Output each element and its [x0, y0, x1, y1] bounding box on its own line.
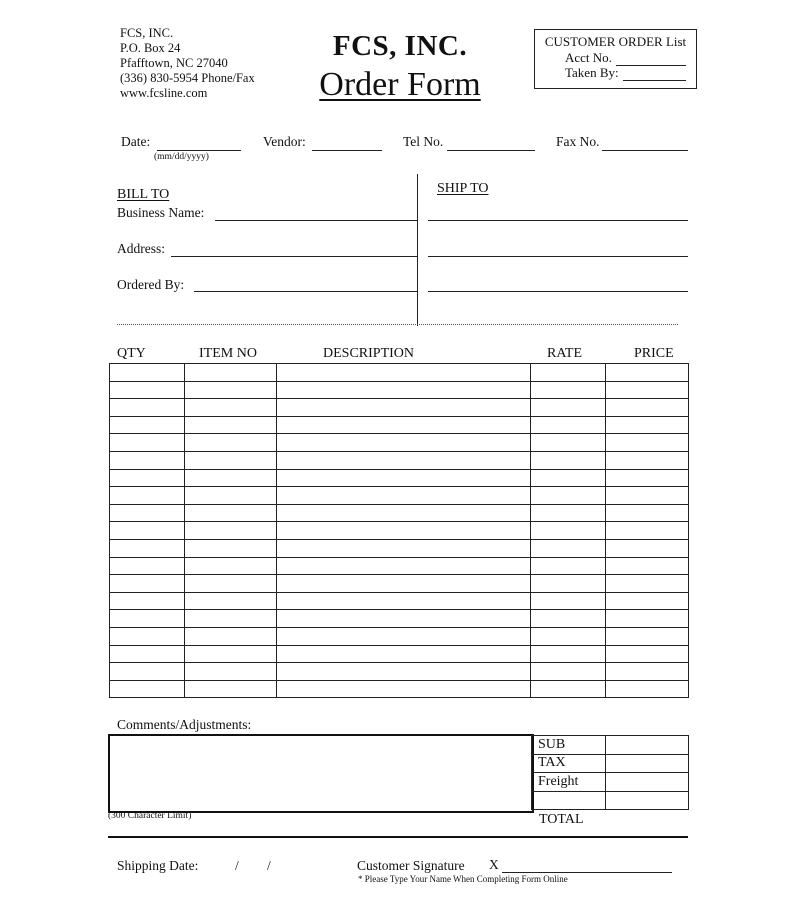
cell-description[interactable]	[277, 645, 531, 663]
cell-item-no[interactable]	[185, 399, 277, 417]
ordered-by-label: Ordered By:	[117, 277, 185, 292]
sub-label: SUB	[532, 736, 606, 755]
tax-label: TAX	[532, 754, 606, 773]
cell-rate[interactable]	[531, 381, 606, 399]
cell-price[interactable]	[606, 680, 689, 698]
table-row	[110, 434, 689, 452]
cell-description[interactable]	[277, 575, 531, 593]
table-row	[110, 539, 689, 557]
cell-item-no[interactable]	[185, 522, 277, 540]
cell-price[interactable]	[606, 610, 689, 628]
fax-label: Fax No.	[556, 134, 600, 149]
cell-rate[interactable]	[531, 487, 606, 505]
address-field[interactable]	[171, 256, 417, 257]
company-po-box: P.O. Box 24	[120, 41, 181, 55]
shipping-date-label: Shipping Date:	[117, 858, 199, 873]
cell-qty[interactable]	[110, 575, 185, 593]
cell-rate[interactable]	[531, 469, 606, 487]
cell-rate[interactable]	[531, 416, 606, 434]
cell-item-no[interactable]	[185, 680, 277, 698]
vendor-field[interactable]	[312, 150, 382, 151]
table-row	[110, 645, 689, 663]
footer-rule	[108, 836, 688, 838]
table-row	[110, 399, 689, 417]
cell-qty[interactable]	[110, 399, 185, 417]
cell-description[interactable]	[277, 381, 531, 399]
cell-qty[interactable]	[110, 451, 185, 469]
company-phone-label: Phone/Fax	[201, 71, 255, 85]
cell-qty[interactable]	[110, 487, 185, 505]
cell-item-no[interactable]	[185, 381, 277, 399]
shipping-date-sep-1: /	[235, 858, 239, 873]
cell-price[interactable]	[606, 469, 689, 487]
cell-item-no[interactable]	[185, 539, 277, 557]
date-field[interactable]	[157, 150, 241, 151]
cell-price[interactable]	[606, 575, 689, 593]
signature-note: * Please Type Your Name When Completing Form Online	[358, 874, 568, 884]
cell-rate[interactable]	[531, 399, 606, 417]
cell-qty[interactable]	[110, 645, 185, 663]
freight-field[interactable]	[606, 773, 689, 792]
cell-description[interactable]	[277, 504, 531, 522]
business-name-field[interactable]	[215, 220, 417, 221]
col-rate: RATE	[547, 346, 582, 361]
cell-rate[interactable]	[531, 575, 606, 593]
company-name: FCS, INC.	[120, 26, 174, 40]
cell-price[interactable]	[606, 451, 689, 469]
cell-qty[interactable]	[110, 381, 185, 399]
comments-input[interactable]	[108, 734, 534, 813]
comments-limit-note: (300 Character Limit)	[108, 811, 192, 821]
cell-item-no[interactable]	[185, 627, 277, 645]
cell-description[interactable]	[277, 610, 531, 628]
cell-item-no[interactable]	[185, 645, 277, 663]
sub-field[interactable]	[606, 736, 689, 755]
cell-description[interactable]	[277, 539, 531, 557]
company-city: Pfafftown, NC 27040	[120, 56, 228, 70]
form-title: FCS, INC.	[332, 30, 468, 62]
cell-item-no[interactable]	[185, 434, 277, 452]
totals-row-sub	[532, 736, 689, 755]
form-subtitle: Order Form	[319, 66, 481, 103]
cell-rate[interactable]	[531, 539, 606, 557]
table-row	[110, 487, 689, 505]
cell-rate[interactable]	[531, 645, 606, 663]
table-row	[110, 663, 689, 681]
business-name-label: Business Name:	[117, 205, 205, 220]
table-row	[110, 522, 689, 540]
cell-description[interactable]	[277, 487, 531, 505]
cell-description[interactable]	[277, 557, 531, 575]
ship-to-line-2[interactable]	[428, 256, 688, 257]
cell-item-no[interactable]	[185, 504, 277, 522]
cell-rate[interactable]	[531, 592, 606, 610]
total-label: TOTAL	[539, 812, 584, 827]
company-phone	[120, 71, 255, 86]
cell-qty[interactable]	[110, 610, 185, 628]
signature-field[interactable]	[502, 872, 672, 873]
signature-x: X	[489, 857, 499, 872]
customer-order-header: CUSTOMER ORDER List	[544, 34, 687, 49]
address-label: Address:	[117, 241, 165, 256]
cell-description[interactable]	[277, 592, 531, 610]
extra-field[interactable]	[606, 791, 689, 810]
table-row	[110, 680, 689, 698]
taken-by-field[interactable]	[623, 69, 686, 81]
taken-by-label: Taken By:	[565, 65, 619, 80]
company-phone-number: (336) 830-5954	[120, 71, 199, 85]
cell-rate[interactable]	[531, 680, 606, 698]
ship-to-line-1[interactable]	[428, 220, 688, 221]
tel-field[interactable]	[447, 150, 535, 151]
fax-field[interactable]	[602, 150, 688, 151]
items-table-body	[110, 364, 689, 698]
cell-item-no[interactable]	[185, 575, 277, 593]
cell-qty[interactable]	[110, 592, 185, 610]
cell-rate[interactable]	[531, 522, 606, 540]
col-price: PRICE	[634, 346, 674, 361]
date-format-hint: (mm/dd/yyyy)	[154, 152, 209, 162]
col-qty: QTY	[117, 346, 146, 361]
cell-qty[interactable]	[110, 434, 185, 452]
cell-item-no[interactable]	[185, 469, 277, 487]
cell-rate[interactable]	[531, 364, 606, 382]
cell-description[interactable]	[277, 434, 531, 452]
table-row	[110, 504, 689, 522]
cell-qty[interactable]	[110, 504, 185, 522]
comments-label: Comments/Adjustments:	[117, 717, 252, 732]
table-row	[110, 575, 689, 593]
cell-description[interactable]	[277, 416, 531, 434]
cell-item-no[interactable]	[185, 557, 277, 575]
freight-label: Freight	[532, 773, 606, 792]
cell-rate[interactable]	[531, 627, 606, 645]
table-row	[110, 381, 689, 399]
shipping-date-sep-2: /	[267, 858, 271, 873]
cell-item-no[interactable]	[185, 487, 277, 505]
cell-qty[interactable]	[110, 557, 185, 575]
cell-qty[interactable]	[110, 680, 185, 698]
cell-description[interactable]	[277, 663, 531, 681]
cell-price[interactable]	[606, 381, 689, 399]
company-address-block	[120, 26, 255, 101]
cell-description[interactable]	[277, 469, 531, 487]
cell-rate[interactable]	[531, 451, 606, 469]
section-divider	[117, 324, 678, 325]
cell-price[interactable]	[606, 504, 689, 522]
cell-price[interactable]	[606, 416, 689, 434]
table-row	[110, 592, 689, 610]
cell-rate[interactable]	[531, 663, 606, 681]
date-label: Date:	[121, 134, 151, 149]
cell-item-no[interactable]	[185, 663, 277, 681]
table-row	[110, 416, 689, 434]
cell-price[interactable]	[606, 487, 689, 505]
cell-price[interactable]	[606, 399, 689, 417]
company-website: www.fcsline.com	[120, 86, 208, 100]
ship-to-line-3[interactable]	[428, 291, 688, 292]
cell-price[interactable]	[606, 522, 689, 540]
cell-qty[interactable]	[110, 416, 185, 434]
cell-rate[interactable]	[531, 557, 606, 575]
totals-row-tax	[532, 754, 689, 773]
acct-no-row	[565, 50, 686, 66]
cell-price[interactable]	[606, 539, 689, 557]
vendor-label: Vendor:	[263, 134, 306, 149]
cell-rate[interactable]	[531, 434, 606, 452]
cell-description[interactable]	[277, 364, 531, 382]
cell-rate[interactable]	[531, 504, 606, 522]
cell-price[interactable]	[606, 663, 689, 681]
cell-description[interactable]	[277, 680, 531, 698]
cell-qty[interactable]	[110, 364, 185, 382]
cell-rate[interactable]	[531, 610, 606, 628]
table-row	[110, 627, 689, 645]
totals-row-freight	[532, 773, 689, 792]
cell-item-no[interactable]	[185, 364, 277, 382]
bill-to-heading: BILL TO	[117, 187, 170, 202]
items-table	[109, 363, 689, 698]
cell-price[interactable]	[606, 592, 689, 610]
cell-description[interactable]	[277, 399, 531, 417]
table-row	[110, 610, 689, 628]
totals-table	[531, 735, 689, 810]
cell-qty[interactable]	[110, 539, 185, 557]
cell-qty[interactable]	[110, 663, 185, 681]
tel-label: Tel No.	[403, 134, 444, 149]
cell-description[interactable]	[277, 451, 531, 469]
cell-qty[interactable]	[110, 522, 185, 540]
table-row	[110, 557, 689, 575]
cell-item-no[interactable]	[185, 610, 277, 628]
customer-order-box	[534, 29, 697, 89]
cell-price[interactable]	[606, 627, 689, 645]
cell-qty[interactable]	[110, 627, 185, 645]
totals-row-extra	[532, 791, 689, 810]
cell-qty[interactable]	[110, 469, 185, 487]
cell-item-no[interactable]	[185, 451, 277, 469]
cell-item-no[interactable]	[185, 592, 277, 610]
cell-price[interactable]	[606, 645, 689, 663]
table-row	[110, 469, 689, 487]
cell-price[interactable]	[606, 434, 689, 452]
table-row	[110, 364, 689, 382]
ship-to-heading: SHIP TO	[437, 181, 489, 196]
cell-description[interactable]	[277, 627, 531, 645]
table-row	[110, 451, 689, 469]
bill-ship-divider	[417, 174, 418, 326]
tax-field[interactable]	[606, 754, 689, 773]
cell-price[interactable]	[606, 364, 689, 382]
cell-price[interactable]	[606, 557, 689, 575]
signature-label: Customer Signature	[357, 858, 465, 873]
col-description: DESCRIPTION	[323, 346, 415, 361]
extra-label-cell	[532, 791, 606, 810]
taken-by-row	[565, 65, 686, 81]
ordered-by-field[interactable]	[194, 291, 417, 292]
cell-description[interactable]	[277, 522, 531, 540]
acct-no-label: Acct No.	[565, 50, 612, 65]
cell-item-no[interactable]	[185, 416, 277, 434]
col-item-no: ITEM NO	[199, 346, 257, 361]
